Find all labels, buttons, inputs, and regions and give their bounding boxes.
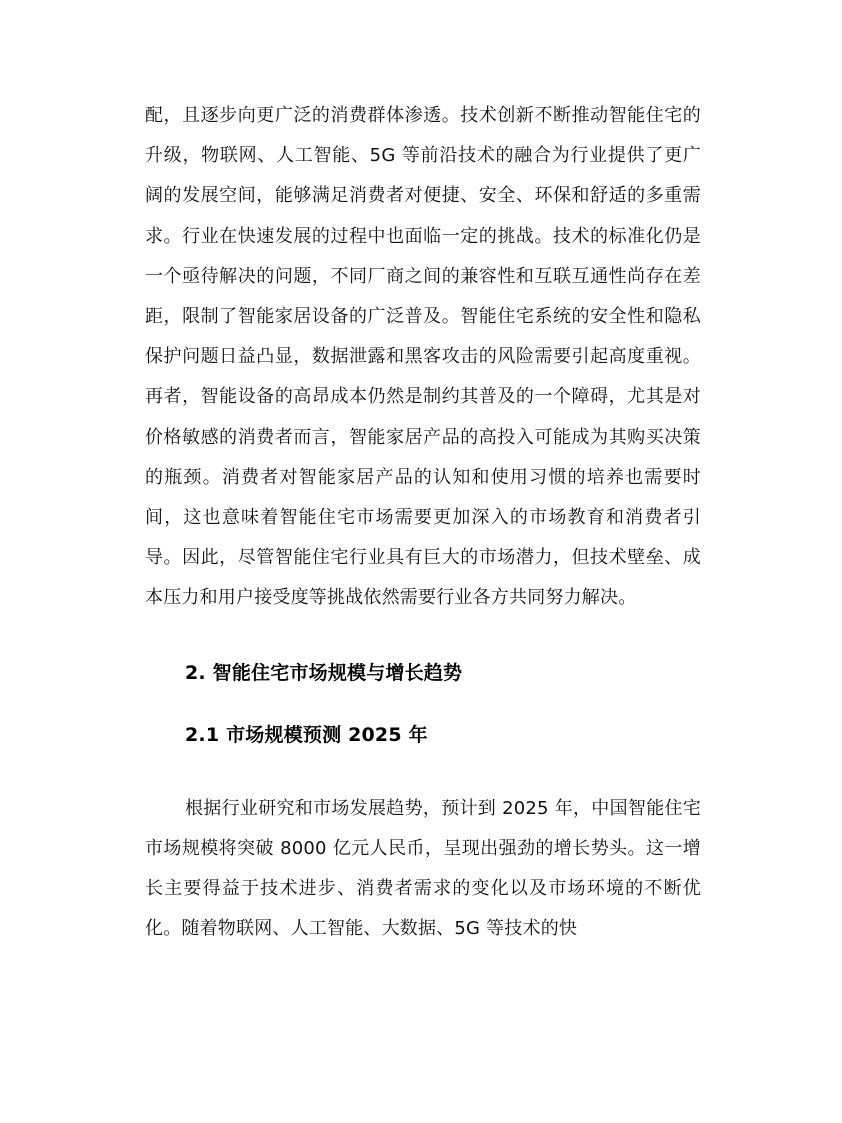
section-heading-2: 2. 智能住宅市场规模与增长趋势 xyxy=(185,661,463,684)
document-body xyxy=(145,96,701,949)
body-paragraph-continued: 配，且逐步向更广泛的消费群体渗透。技术创新不断推动智能住宅的升级，物联网、人工智能、5G 等前沿技术的融合为行业提供了更广阔的发展空间，能够满足消费者对便捷、安全、环保和舒适的多重需求。行业在快速发展的过程中也面临一定的挑战。技术的标准化仍是一个亟待解决的问题，不同厂商之间的兼容性和互联互通性尚存在差距，限制了智能家居设备的广泛普及。智能住宅系统的安全性和隐私保护问题日益凸显，数据泄露和黑客攻击的风险需要引起高度重视。再者，智能设备的高昂成本仍然是制约其普及的一个障碍，尤其是对价格敏感的消费者而言，智能家居产品的高投入可能成为其购买决策的瓶颈。消费者对智能家居产品的认知和使用习惯的培养也需要时间，这也意味着智能住宅市场需要更加深入的市场教育和消费者引导。因此，尽管智能住宅行业具有巨大的市场潜力，但技术壁垒、成本压力和用户接受度等挑战依然需要行业各方共同努力解决。 xyxy=(145,105,701,609)
body-paragraph-market-forecast: 根据行业研究和市场发展趋势，预计到 2025 年，中国智能住宅市场规模将突破 8000 亿元人民币，呈现出强劲的增长势头。这一增长主要得益于技术进步、消费者需求的变化以及市场环境的不断优化。随着物联网、人工智能、大数据、5G 等技术的快 xyxy=(145,797,701,940)
subsection-heading-2-1: 2.1 市场规模预测 2025 年 xyxy=(185,723,428,746)
